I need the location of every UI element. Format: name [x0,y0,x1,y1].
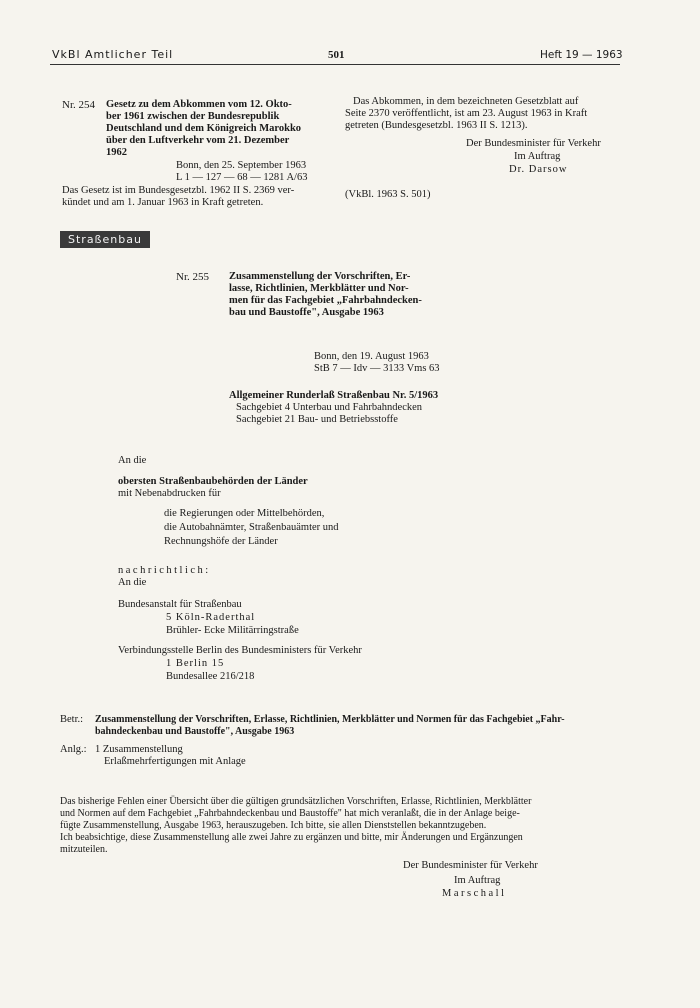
address-bast-line: Bundesanstalt für Straßenbau [118,599,242,610]
item-254-title-line: Deutschland und dem Königreich Marokko [106,123,302,134]
item-254-signature-line: Der Bundesminister für Verkehr [466,138,601,149]
address-an-die: An die [118,455,147,466]
body-line: Das bisherige Fehlen einer Übersicht über die gültigen grundsätzlichen Vorschriften, Erlasse, Richtlinien, Merkblätter [60,796,532,807]
anlg-label: Anlg.: [60,744,87,755]
address-an-die-2: An die [118,577,147,588]
item-254-reference: L 1 — 127 — 68 — 1281 A/63 [176,172,308,183]
item-255-signature-line: Der Bundesminister für Verkehr [403,860,538,871]
item-255-title-line: Zusammenstellung der Vorschriften, Er- [229,271,411,282]
item-255-title-line: bau und Baustoffe", Ausgabe 1963 [229,307,384,318]
address-recipient: obersten Straßenbaubehörden der Länder [118,476,308,487]
address-berlin-line: Verbindungsstelle Berlin des Bundesministers für Verkehr [118,645,362,656]
address-berlin-line: 1 Berlin 15 [166,658,225,669]
header-rule [50,64,620,65]
item-254-title-line: ber 1961 zwischen der Bundesrepublik [106,111,280,122]
item-254-title-line: 1962 [106,147,127,158]
address-bast-line: Brühler- Ecke Militärringstraße [166,625,299,636]
body-line: mitzuteilen. [60,844,108,855]
anlg-line: Erlaßmehrfertigungen mit Anlage [104,756,246,767]
item-254-number: Nr. 254 [62,99,95,111]
item-255-signature-line: Im Auftrag [454,875,501,886]
address-copies: mit Nebenabdrucken für [118,488,221,499]
header-journal-title: VkBl Amtlicher Teil [52,48,174,61]
address-copy-line: Rechnungshöfe der Länder [164,536,278,547]
address-bast-line: 5 Köln-Raderthal [166,612,256,623]
betr-line: Zusammenstellung der Vorschriften, Erlasse, Richtlinien, Merkblätter und Normen für das Fachgebiet „Fahr- [95,714,565,725]
item-255-subject-line: Sachgebiet 4 Unterbau und Fahrbahndecken [236,402,423,413]
item-254-citation: (VkBl. 1963 S. 501) [345,189,431,200]
item-254-place-date: Bonn, den 25. September 1963 [176,160,307,171]
section-label-strassenbau: Straßenbau [60,231,150,248]
item-255-title-line: lasse, Richtlinien, Merkblätter und Nor- [229,283,409,294]
item-254-signature-line: Im Auftrag [514,151,561,162]
item-254-right-line: getreten (Bundesgesetzbl. 1963 II S. 1213). [345,120,528,131]
page-number: 501 [328,49,345,61]
item-254-right-line: Seite 2370 veröffentlicht, ist am 23. August 1963 in Kraft [345,108,588,119]
item-254-right-line: Das Abkommen, in dem bezeichneten Gesetzblatt auf [353,96,579,107]
item-255-title-line: men für das Fachgebiet „Fahrbahndecken- [229,295,422,306]
item-254-body-line: kündet und am 1. Januar 1963 in Kraft getreten. [62,197,264,208]
address-nachrichtlich: nachrichtlich: [118,565,211,576]
item-255-place-date: Bonn, den 19. August 1963 [314,351,429,362]
body-line: Ich beabsichtige, diese Zusammenstellung alle zwei Jahre zu ergänzen und bitte, mir Änderungen und Ergänzungen [60,832,523,843]
anlg-line: 1 Zusammenstellung [95,744,183,755]
item-255-circular: Allgemeiner Runderlaß Straßenbau Nr. 5/1963 [229,390,439,401]
address-berlin-line: Bundesallee 216/218 [166,671,255,682]
betr-label: Betr.: [60,714,84,725]
address-copy-line: die Regierungen oder Mittelbehörden, [164,508,325,519]
item-254-title-line: über den Luftverkehr vom 21. Dezember [106,135,290,146]
address-copy-line: die Autobahnämter, Straßenbauämter und [164,522,339,533]
item-254-signer: Dr. Darsow [509,164,568,175]
item-255-reference: StB 7 — Idv — 3133 Vms 63 [314,363,440,374]
item-255-signer: Marschall [442,888,507,899]
betr-line: bahndeckenbau und Baustoffe", Ausgabe 1963 [95,726,295,737]
issue-info: Heft 19 — 1963 [540,49,623,61]
body-line: fügte Zusammenstellung, Ausgabe 1963, herauszugeben. Ich bitte, sie allen Dienststellen bekanntzugeben. [60,820,487,831]
item-254-body-line: Das Gesetz ist im Bundesgesetzbl. 1962 II S. 2369 ver- [62,185,295,196]
item-255-subject-line: Sachgebiet 21 Bau- und Betriebsstoffe [236,414,398,425]
item-255-number: Nr. 255 [176,271,209,283]
item-254-title-line: Gesetz zu dem Abkommen vom 12. Okto- [106,99,292,110]
body-line: und Normen auf dem Fachgebiet „Fahrbahndeckenbau und Baustoffe" hat mich veranlaßt, die in der Anlage beige- [60,808,520,819]
